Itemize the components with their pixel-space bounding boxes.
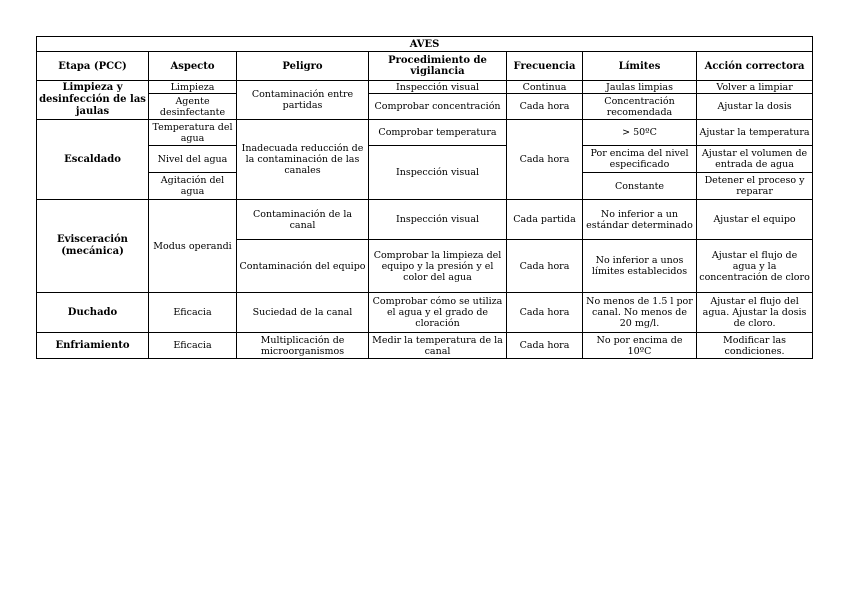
table-row xyxy=(37,81,813,94)
limite-cell: No inferior a un estándar determinado xyxy=(583,200,697,240)
peligro-cell: Multiplicación de microorganismos xyxy=(237,333,369,359)
procedimiento-cell: Comprobar temperatura xyxy=(369,120,507,146)
header-row xyxy=(37,52,813,81)
accion-cell: Ajustar el volumen de entrada de agua xyxy=(697,146,813,173)
accion-cell: Ajustar el flujo de agua y la concentración de cloro xyxy=(697,240,813,293)
stage-escaldado: Escaldado xyxy=(37,120,149,200)
table-title: AVES xyxy=(37,37,813,52)
aspecto-cell: Limpieza xyxy=(149,81,237,94)
stage-enfriamiento: Enfriamiento xyxy=(37,333,149,359)
procedimiento-cell: Inspección visual xyxy=(369,200,507,240)
table-row xyxy=(37,146,813,173)
limite-cell: No por encima de 10ºC xyxy=(583,333,697,359)
accion-cell: Detener el proceso y reparar xyxy=(697,173,813,200)
accion-cell: Ajustar el equipo xyxy=(697,200,813,240)
accion-cell: Ajustar el flujo del agua. Ajustar la dosis de cloro. xyxy=(697,293,813,333)
frecuencia-cell: Cada hora xyxy=(507,240,583,293)
header-accion: Acción correctora xyxy=(697,52,813,81)
accion-cell: Ajustar la temperatura xyxy=(697,120,813,146)
header-aspecto: Aspecto xyxy=(149,52,237,81)
aspecto-cell: Temperatura del agua xyxy=(149,120,237,146)
frecuencia-cell: Cada partida xyxy=(507,200,583,240)
procedimiento-cell: Medir la temperatura de la canal xyxy=(369,333,507,359)
accion-cell: Volver a limpiar xyxy=(697,81,813,94)
procedimiento-cell: Comprobar concentración xyxy=(369,94,507,120)
frecuencia-cell: Cada hora xyxy=(507,293,583,333)
header-etapa: Etapa (PCC) xyxy=(37,52,149,81)
table-row xyxy=(37,120,813,146)
frecuencia-cell: Continua xyxy=(507,81,583,94)
haccp-table xyxy=(36,36,813,359)
table-row xyxy=(37,94,813,120)
header-peligro: Peligro xyxy=(237,52,369,81)
limite-cell: Por encima del nivel especificado xyxy=(583,146,697,173)
aspecto-cell: Agitación del agua xyxy=(149,173,237,200)
stage-evisceracion: Evisceración (mecánica) xyxy=(37,200,149,293)
frecuencia-cell: Cada hora xyxy=(507,120,583,200)
procedimiento-cell: Inspección visual xyxy=(369,146,507,200)
table-row xyxy=(37,293,813,333)
table-row xyxy=(37,200,813,240)
limite-cell: No menos de 1.5 l por canal. No menos de 20 mg/l. xyxy=(583,293,697,333)
peligro-cell: Contaminación de la canal xyxy=(237,200,369,240)
table-row xyxy=(37,333,813,359)
procedimiento-cell: Inspección visual xyxy=(369,81,507,94)
header-procedimiento: Procedimiento de vigilancia xyxy=(369,52,507,81)
accion-cell: Ajustar la dosis xyxy=(697,94,813,120)
procedimiento-cell: Comprobar la limpieza del equipo y la presión y el color del agua xyxy=(369,240,507,293)
peligro-cell: Contaminación entre partidas xyxy=(237,81,369,120)
peligro-cell: Inadecuada reducción de la contaminación de las canales xyxy=(237,120,369,200)
aspecto-cell: Modus operandi xyxy=(149,200,237,293)
limite-cell: No inferior a unos límites establecidos xyxy=(583,240,697,293)
frecuencia-cell: Cada hora xyxy=(507,333,583,359)
limite-cell: Concentración recomendada xyxy=(583,94,697,120)
stage-limpieza: Limpieza y desinfección de las jaulas xyxy=(37,81,149,120)
header-limites: Límites xyxy=(583,52,697,81)
header-frecuencia: Frecuencia xyxy=(507,52,583,81)
limite-cell: > 50ºC xyxy=(583,120,697,146)
aspecto-cell: Eficacia xyxy=(149,333,237,359)
title-row xyxy=(37,37,813,52)
procedimiento-cell: Comprobar cómo se utiliza el agua y el grado de cloración xyxy=(369,293,507,333)
aspecto-cell: Agente desinfectante xyxy=(149,94,237,120)
aspecto-cell: Eficacia xyxy=(149,293,237,333)
aspecto-cell: Nivel del agua xyxy=(149,146,237,173)
peligro-cell: Contaminación del equipo xyxy=(237,240,369,293)
frecuencia-cell: Cada hora xyxy=(507,94,583,120)
peligro-cell: Suciedad de la canal xyxy=(237,293,369,333)
stage-duchado: Duchado xyxy=(37,293,149,333)
accion-cell: Modificar las condiciones. xyxy=(697,333,813,359)
limite-cell: Jaulas limpias xyxy=(583,81,697,94)
limite-cell: Constante xyxy=(583,173,697,200)
